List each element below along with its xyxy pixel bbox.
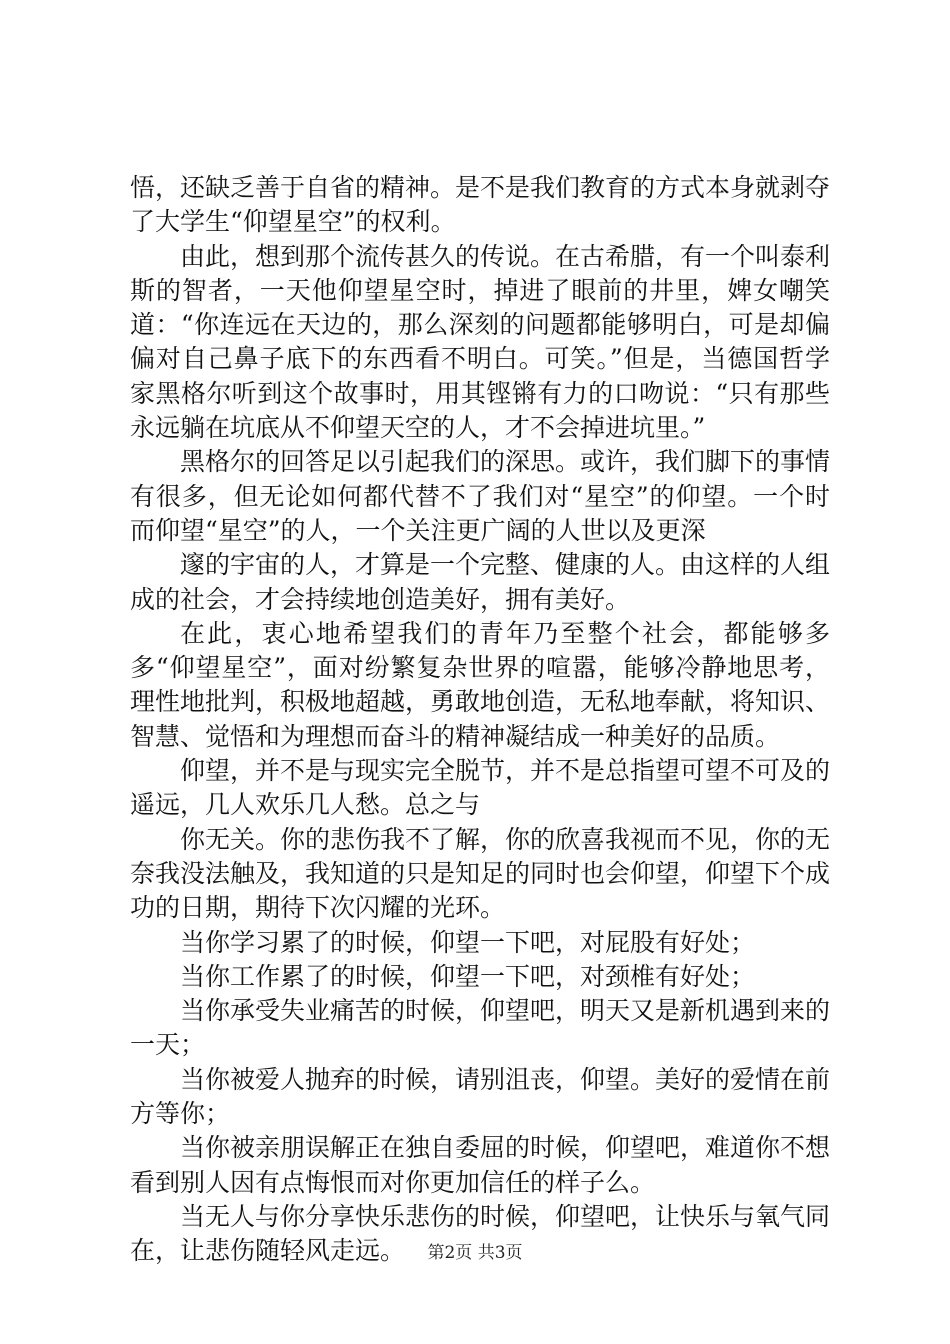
paragraph-4: 邃的宇宙的人，才算是一个完整、健康的人。由这样的人组成的社会，才会持续地创造美好，拥有美好。 <box>130 550 831 614</box>
paragraph-2: 由此，想到那个流传甚久的传说。在古希腊，有一个叫泰利斯的智者，一天他仰望星空时，掉进了眼前的井里，婢女嘲笑道：“你连远在天边的，那么深刻的问题都能够明白，可是却偏偏对自己鼻子底下的东西看不明白。可笑。”但是，当德国哲学家黑格尔听到这个故事时，用其铿锵有力的口吻说：“只有那些永远躺在坑底从不仰望天空的人，才不会掉进坑里。” <box>130 241 831 443</box>
paragraph-1: 悟，还缺乏善于自省的精神。是不是我们教育的方式本身就剥夺了大学生“仰望星空”的权利。 <box>130 173 831 237</box>
page-footer <box>0 1241 950 1265</box>
document-body <box>130 171 830 1269</box>
paragraph-7: 你无关。你的悲伤我不了解，你的欣喜我视而不见，你的无奈我没法触及，我知道的只是知足的同时也会仰望，仰望下个成功的日期，期待下次闪耀的光环。 <box>130 824 831 923</box>
paragraph-8: 当你学习累了的时候，仰望一下吧，对屁股有好处； <box>180 927 756 957</box>
paragraph-13: 当无人与你分享快乐悲伤的时候，仰望吧，让快乐与氧气同在，让悲伤随轻风走远。 <box>130 1201 831 1266</box>
page-number: 第2页 共3页 <box>427 1243 523 1263</box>
paragraph-3: 黑格尔的回答足以引起我们的深思。或许，我们脚下的事情有很多，但无论如何都代替不了我们对“星空”的仰望。一个时而仰望“星空”的人，一个关注更广阔的人世以及更深 <box>130 447 831 545</box>
paragraph-6: 仰望，并不是与现实完全脱节，并不是总指望可望不可及的遥远，几人欢乐几人愁。总之与 <box>130 756 831 820</box>
paragraph-5: 在此，衷心地希望我们的青年乃至整个社会，都能够多多“仰望星空”，面对纷繁复杂世界的喧嚣，能够冷静地思考，理性地批判，积极地超越，勇敢地创造，无私地奉献，将知识、智慧、觉悟和为理想而奋斗的精神凝结成一种美好的品质。 <box>130 618 831 751</box>
paragraph-11: 当你被爱人抛弃的时候，请别沮丧，仰望。美好的爱情在前方等你； <box>130 1064 831 1129</box>
paragraph-9: 当你工作累了的时候，仰望一下吧，对颈椎有好处； <box>180 961 756 991</box>
paragraph-12: 当你被亲朋误解正在独自委屈的时候，仰望吧，难道你不想看到别人因有点悔恨而对你更加信任的样子么。 <box>130 1133 831 1197</box>
paragraph-10: 当你承受失业痛苦的时候，仰望吧，明天又是新机遇到来的一天； <box>130 996 831 1060</box>
